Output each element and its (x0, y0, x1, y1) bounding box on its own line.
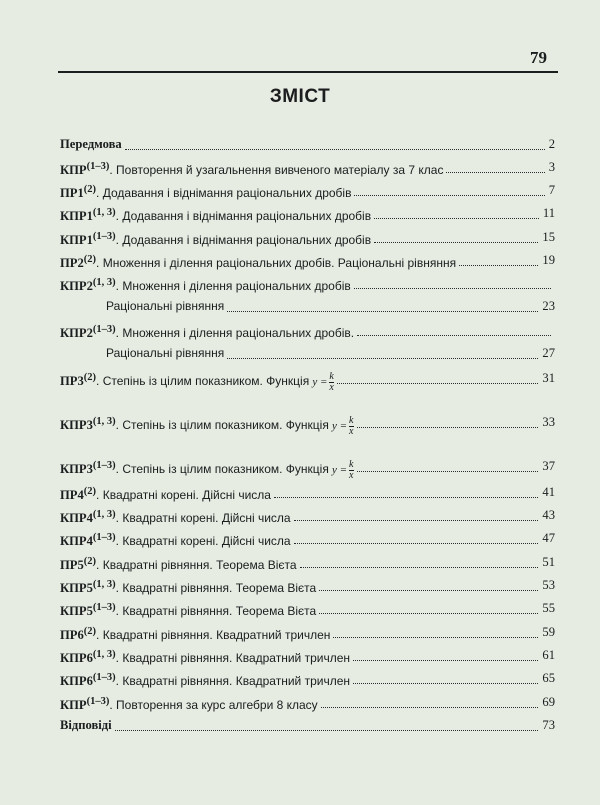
toc-leader-dots (353, 683, 538, 684)
toc-entry-code: ПР3 (60, 374, 84, 389)
toc-leader-dots (357, 335, 551, 336)
toc-entry-superscript: (1, 3) (92, 416, 116, 427)
toc-entry-code: КПР4 (60, 534, 93, 549)
toc-entry-code: КПР6 (60, 674, 93, 689)
toc-page-number: 11 (541, 203, 555, 223)
header-rule (58, 71, 558, 73)
toc-entry-text: . Степінь із цілим показником. Функція (96, 374, 310, 389)
formula-denominator: x (349, 425, 354, 437)
toc-entry-code: ПР6 (60, 628, 84, 643)
formula-lhs: y = (331, 464, 348, 477)
toc-entry-superscript: (1–3) (86, 696, 110, 707)
toc-leader-dots (357, 471, 538, 472)
toc-entry (60, 157, 555, 177)
toc-entry (60, 552, 555, 572)
toc-entry-text: Раціональні рівняння (106, 346, 225, 360)
toc-entry-code: КПР2 (60, 326, 93, 341)
toc-entry-label (60, 227, 371, 250)
toc-page-number: 43 (540, 505, 555, 525)
toc-entry-code: ПР5 (60, 558, 84, 573)
toc-entry-superscript: (1, 3) (92, 649, 116, 660)
toc-entry (60, 622, 555, 642)
formula-fraction (329, 372, 333, 393)
toc-entry (60, 575, 555, 595)
toc-leader-dots (354, 195, 545, 196)
toc-leader-dots (294, 520, 538, 521)
toc-entry-code: ПР4 (60, 488, 84, 503)
toc-entry-superscript: (1, 3) (92, 509, 116, 520)
toc-entry-superscript: (1, 3) (92, 579, 116, 590)
toc-leader-dots (354, 288, 551, 289)
toc-page-number: 27 (540, 343, 555, 363)
toc-entry-text: . Квадратні рівняння. Квадратний тричлен (96, 628, 331, 643)
toc-entry-superscript: (1–3) (92, 602, 116, 613)
toc-entry-superscript: (2) (83, 556, 97, 567)
toc-entry-text: . Додавання і віднімання раціональних дробів (115, 233, 372, 248)
toc-entry-text: . Квадратні рівняння. Теорема Вієта (115, 581, 317, 596)
toc-entry-code: Відповіді (60, 718, 112, 732)
toc-entry-code: ПР2 (60, 256, 84, 271)
formula-numerator: k (329, 370, 334, 382)
page-title: ЗМІСТ (269, 86, 331, 107)
toc-entry-code: КПР1 (60, 209, 93, 224)
toc-leader-dots (357, 427, 538, 428)
toc-entry-text: . Квадратні рівняння. Квадратний тричлен (115, 674, 350, 689)
toc-entry-label (60, 668, 350, 691)
toc-entry-label (60, 552, 297, 575)
toc-entry-code: ПР1 (60, 186, 84, 201)
toc-page-number: 3 (547, 157, 555, 177)
toc-entry-superscript: (1, 3) (92, 277, 116, 288)
toc-entry-superscript: (1–3) (92, 324, 116, 335)
toc-page-number: 19 (540, 250, 555, 270)
toc-page-number: 33 (540, 412, 555, 432)
toc-entry (60, 668, 555, 688)
toc-entry-text: . Повторення за курс алгебри 8 класу (109, 698, 318, 713)
toc-entry (60, 598, 555, 618)
toc-page-number: 73 (540, 715, 555, 735)
toc-entry-code: КПР (60, 698, 87, 713)
toc-entry (60, 296, 555, 316)
toc-entry-label (60, 598, 316, 621)
toc-entry-text: . Множення і ділення раціональних дробів (115, 279, 351, 294)
toc-entry (60, 227, 555, 247)
toc-entry-text: . Квадратні корені. Дійсні числа (115, 534, 291, 549)
toc-entry-superscript: (1–3) (92, 672, 116, 683)
toc-entry-text: . Додавання і віднімання раціональних дробів (115, 209, 372, 224)
toc-leader-dots (227, 311, 538, 312)
toc-entry-label (60, 575, 316, 598)
toc-page-number: 69 (540, 692, 555, 712)
toc-entry (60, 412, 555, 437)
toc-entry-label (60, 157, 443, 180)
toc-page-number: 61 (540, 645, 555, 665)
toc-entry-label (106, 296, 224, 316)
toc-entry-code: КПР (60, 163, 87, 178)
toc-entry-text: . Квадратні рівняння. Теорема Вієта (115, 604, 317, 619)
toc-entry-code: КПР5 (60, 604, 93, 619)
toc-leader-dots (459, 265, 538, 266)
toc-entry-text: . Множення і ділення раціональних дробів. (115, 326, 355, 341)
toc-page-number: 37 (540, 456, 555, 476)
toc-page-number: 41 (540, 482, 555, 502)
page-number: 79 (530, 48, 547, 67)
toc-leader-dots (337, 383, 538, 384)
toc-entry-superscript: (1, 3) (92, 207, 116, 218)
formula-denominator: x (349, 469, 354, 481)
toc-entry (60, 715, 555, 735)
toc-leader-dots (294, 543, 538, 544)
toc-entry-code: КПР3 (60, 418, 93, 433)
toc-entry-label (106, 343, 224, 363)
toc-leader-dots (125, 149, 545, 150)
toc-entry (60, 645, 555, 665)
toc-entry-text: . Повторення й узагальнення вивченого матеріалу за 7 клас (109, 163, 444, 178)
toc-entry-superscript: (2) (83, 254, 97, 265)
toc-page-number: 55 (540, 598, 555, 618)
toc-entry (60, 528, 555, 548)
toc-entry-superscript: (2) (83, 372, 97, 383)
formula-fraction (349, 460, 353, 481)
toc-entry-superscript: (1–3) (92, 532, 116, 543)
toc-entry-code: КПР2 (60, 279, 93, 294)
toc-entry-label (60, 645, 350, 668)
toc-entry-label (60, 715, 112, 735)
toc-entry (60, 320, 555, 340)
toc-entry-label (60, 134, 122, 154)
toc-page-number: 53 (540, 575, 555, 595)
toc-leader-dots (353, 660, 538, 661)
toc-leader-dots (300, 567, 538, 568)
toc-entry-text: . Степінь із цілим показником. Функція (115, 418, 329, 433)
toc-leader-dots (446, 172, 545, 173)
toc-entry-label (60, 320, 354, 343)
toc-page-number: 31 (540, 368, 555, 388)
toc-entry-text: . Квадратні корені. Дійсні числа (96, 488, 271, 503)
toc-leader-dots (274, 497, 538, 498)
toc-entry-label (60, 203, 371, 226)
toc-entry (60, 343, 555, 363)
toc-entry-label (60, 273, 351, 296)
toc-leader-dots (374, 218, 539, 219)
toc-entry-superscript: (2) (83, 486, 97, 497)
toc-leader-dots (227, 358, 538, 359)
toc-page-number: 51 (540, 552, 555, 572)
toc-entry-label (60, 456, 354, 481)
toc-entry (60, 368, 555, 393)
formula-numerator: k (349, 458, 354, 470)
toc-entry-superscript: (1–3) (92, 460, 116, 471)
toc-entry (60, 180, 555, 200)
toc-leader-dots (374, 242, 538, 243)
toc-page-number: 47 (540, 528, 555, 548)
toc-entry-text: . Квадратні рівняння. Теорема Вієта (96, 558, 297, 573)
toc-leader-dots (321, 707, 538, 708)
toc-entry-label (60, 250, 456, 273)
formula-lhs: y = (312, 376, 328, 389)
toc-entry-superscript: (1–3) (92, 231, 116, 242)
toc-entry (60, 250, 555, 270)
toc-entry-text: . Степінь із цілим показником. Функція (115, 462, 329, 477)
toc-entry-superscript: (2) (83, 626, 97, 637)
toc-entry-label (60, 482, 271, 505)
toc-entry (60, 505, 555, 525)
toc-entry (60, 692, 555, 712)
toc-entry (60, 482, 555, 502)
formula-numerator: k (349, 414, 354, 426)
toc-page-number: 7 (547, 180, 555, 200)
toc-entry-label (60, 528, 291, 551)
toc-entry (60, 456, 555, 481)
toc-entry-code: Передмова (60, 137, 122, 151)
toc-entry-label (60, 180, 351, 203)
toc-entry-code: КПР3 (60, 462, 93, 477)
toc-entry-text: . Квадратні корені. Дійсні числа (115, 511, 291, 526)
toc-entry-superscript: (2) (83, 184, 97, 195)
toc-page-number: 23 (540, 296, 555, 316)
toc-entry-code: КПР4 (60, 511, 93, 526)
toc-entry-text: Раціональні рівняння (106, 299, 225, 313)
toc-leader-dots (319, 613, 538, 614)
toc-entry (60, 273, 555, 293)
toc-page-number: 65 (540, 668, 555, 688)
formula-lhs: y = (331, 420, 348, 433)
toc-entry (60, 134, 555, 154)
toc-entry-label (60, 622, 330, 645)
toc-page-number: 2 (547, 134, 555, 154)
formula-denominator: x (329, 381, 334, 393)
formula-fraction (349, 416, 353, 437)
toc-entry-text: . Додавання і віднімання раціональних дробів (96, 186, 352, 201)
toc-entry-code: КПР1 (60, 233, 93, 248)
toc-leader-dots (115, 730, 538, 731)
toc-leader-dots (333, 637, 538, 638)
toc-entry-label (60, 412, 354, 437)
toc-leader-dots (319, 590, 538, 591)
toc-entry-label (60, 368, 334, 393)
toc-entry-superscript: (1–3) (86, 161, 110, 172)
toc-page-number: 59 (540, 622, 555, 642)
toc-entry (60, 203, 555, 223)
toc-entry-label (60, 505, 291, 528)
toc-entry-label (60, 692, 318, 715)
toc-entry-text: . Множення і ділення раціональних дробів. Раціональні рівняння (96, 256, 457, 271)
toc-page-number: 15 (540, 227, 555, 247)
toc-entry-text: . Квадратні рівняння. Квадратний тричлен (115, 651, 350, 666)
toc-entry-code: КПР5 (60, 581, 93, 596)
toc-entry-code: КПР6 (60, 651, 93, 666)
